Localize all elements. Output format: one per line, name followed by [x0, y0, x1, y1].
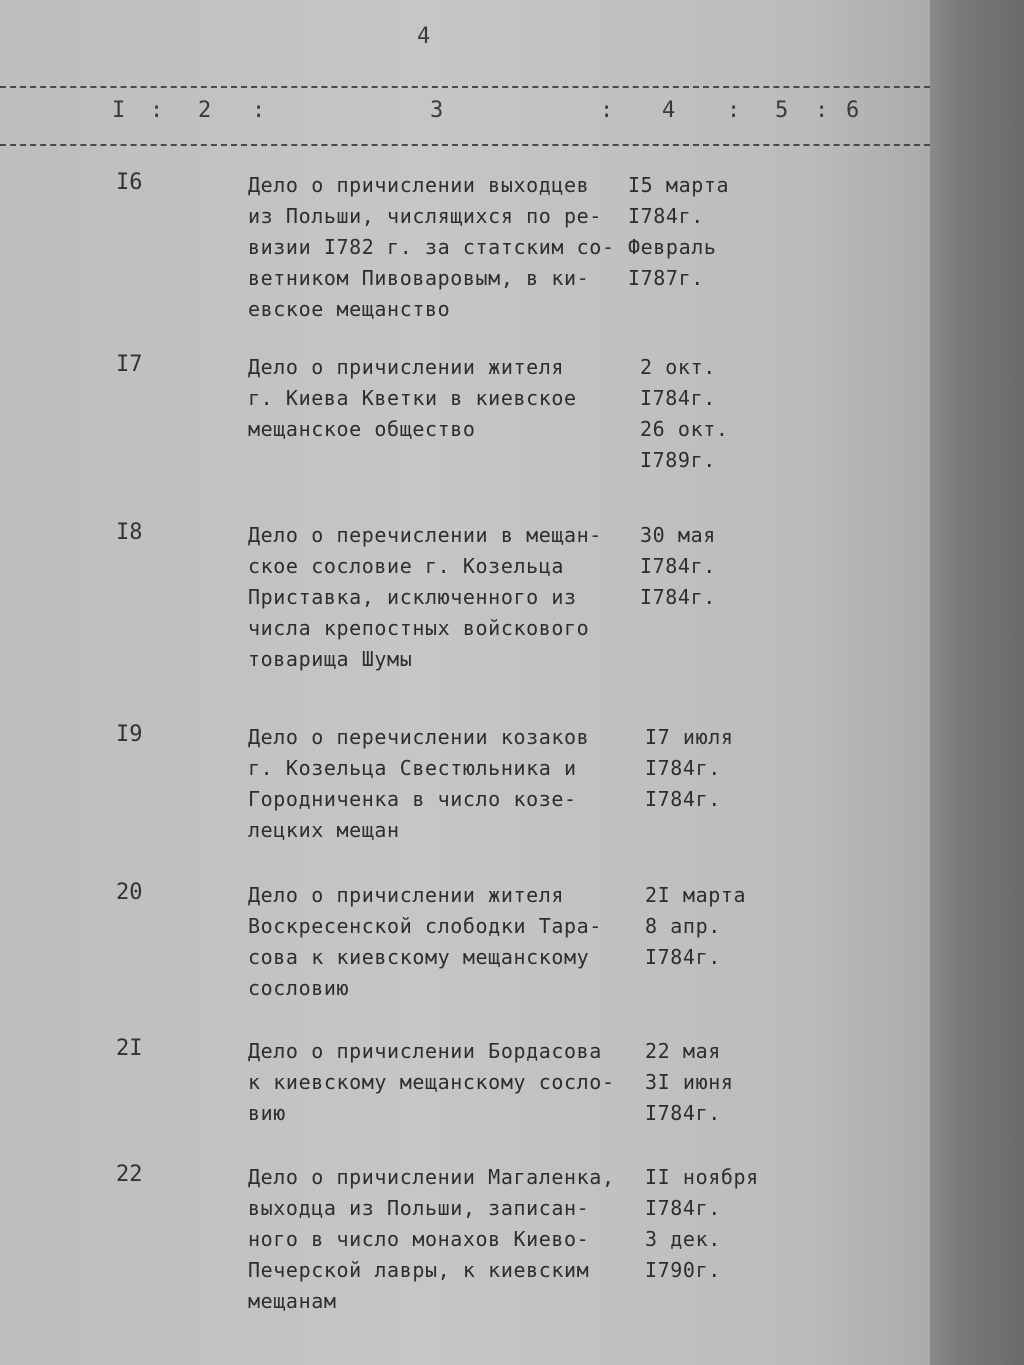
header-rule-top	[0, 86, 930, 88]
description-line: ское сословие г. Козельца	[248, 554, 565, 578]
description-line: из Польши, числящихся по ре-	[248, 204, 602, 228]
description-line: Городниченка в число козе-	[248, 787, 577, 811]
description-line: Приставка, исключенного из	[248, 585, 577, 609]
description-line: Дело о причислении Бордасова	[248, 1039, 602, 1063]
date-line: 8 апр.	[645, 914, 721, 938]
entry-description	[248, 1036, 628, 1129]
description-line: Дело о причислении жителя	[248, 883, 565, 907]
entry-number: I8	[116, 520, 143, 545]
column-header-2: 2	[198, 98, 212, 123]
description-line: вию	[248, 1101, 286, 1125]
date-line: 22 мая	[645, 1039, 721, 1063]
date-line: Февраль	[628, 235, 717, 259]
page-number: 4	[417, 24, 431, 49]
description-line: г. Киева Кветки в киевское	[248, 386, 577, 410]
description-line: ного в число монахов Киево-	[248, 1227, 590, 1251]
entry-dates	[640, 520, 780, 613]
column-separator: :	[150, 98, 164, 123]
entry-number: 2I	[116, 1036, 143, 1061]
date-line: 2 окт.	[640, 355, 716, 379]
column-separator: :	[600, 98, 614, 123]
entry-number: I7	[116, 352, 143, 377]
date-line: I787г.	[628, 266, 704, 290]
column-header-6: 6	[846, 98, 860, 123]
description-line: г. Козельца Свестюльника и	[248, 756, 577, 780]
description-line: Дело о причислении жителя	[248, 355, 565, 379]
date-line: I784г.	[645, 945, 721, 969]
date-line: 3I июня	[645, 1070, 734, 1094]
entry-dates	[645, 1162, 785, 1286]
entry-dates	[645, 722, 785, 815]
column-header-1: I	[112, 98, 126, 123]
column-header-5: 5	[775, 98, 789, 123]
date-line: I789г.	[640, 448, 716, 472]
entry-number: I6	[116, 170, 143, 195]
description-line: выходца из Польши, записан-	[248, 1196, 590, 1220]
date-line: I784г.	[640, 585, 716, 609]
entry-number: 22	[116, 1162, 143, 1187]
entry-dates	[628, 170, 768, 294]
column-separator: :	[252, 98, 266, 123]
page-edge-shadow	[930, 0, 1024, 1365]
date-line: I790г.	[645, 1258, 721, 1282]
description-line: Дело о причислении Магаленка,	[248, 1165, 615, 1189]
date-line: 2I марта	[645, 883, 747, 907]
description-line: Дело о причислении выходцев	[248, 173, 590, 197]
date-line: 26 окт.	[640, 417, 729, 441]
entry-number: 20	[116, 880, 143, 905]
date-line: I784г.	[628, 204, 704, 228]
entry-description	[248, 520, 628, 675]
description-line: мещанское общество	[248, 417, 476, 441]
entry-description	[248, 722, 628, 846]
date-line: 30 мая	[640, 523, 716, 547]
column-separator: :	[727, 98, 741, 123]
description-line: товарища Шумы	[248, 647, 413, 671]
description-line: Печерской лавры, к киевским	[248, 1258, 590, 1282]
entry-description	[248, 1162, 628, 1317]
entry-description	[248, 352, 628, 445]
description-line: мещанам	[248, 1289, 337, 1313]
description-line: сова к киевскому мещанскому	[248, 945, 590, 969]
date-line: I784г.	[645, 787, 721, 811]
date-line: II ноября	[645, 1165, 759, 1189]
entry-dates	[640, 352, 780, 476]
header-rule-bottom	[0, 144, 930, 146]
column-separator: :	[815, 98, 829, 123]
description-line: евское мещанство	[248, 297, 451, 321]
column-header-4: 4	[662, 98, 676, 123]
description-line: числа крепостных войскового	[248, 616, 590, 640]
description-line: визии I782 г. за статским со-	[248, 235, 615, 259]
entry-number: I9	[116, 722, 143, 747]
date-line: 3 дек.	[645, 1227, 721, 1251]
description-line: Дело о перечислении козаков	[248, 725, 590, 749]
date-line: I5 марта	[628, 173, 730, 197]
entry-description	[248, 170, 628, 325]
description-line: к киевскому мещанскому сосло-	[248, 1070, 615, 1094]
entry-dates	[645, 880, 785, 973]
description-line: Воскресенской слободки Тара-	[248, 914, 602, 938]
date-line: I784г.	[640, 554, 716, 578]
entry-dates	[645, 1036, 785, 1129]
date-line: I784г.	[645, 1196, 721, 1220]
column-header-3: 3	[430, 98, 444, 123]
date-line: I784г.	[640, 386, 716, 410]
description-line: лецких мещан	[248, 818, 400, 842]
entry-description	[248, 880, 628, 1004]
date-line: I784г.	[645, 756, 721, 780]
description-line: Дело о перечислении в мещан-	[248, 523, 602, 547]
description-line: ветником Пивоваровым, в ки-	[248, 266, 590, 290]
date-line: I784г.	[645, 1101, 721, 1125]
date-line: I7 июля	[645, 725, 734, 749]
description-line: сословию	[248, 976, 350, 1000]
